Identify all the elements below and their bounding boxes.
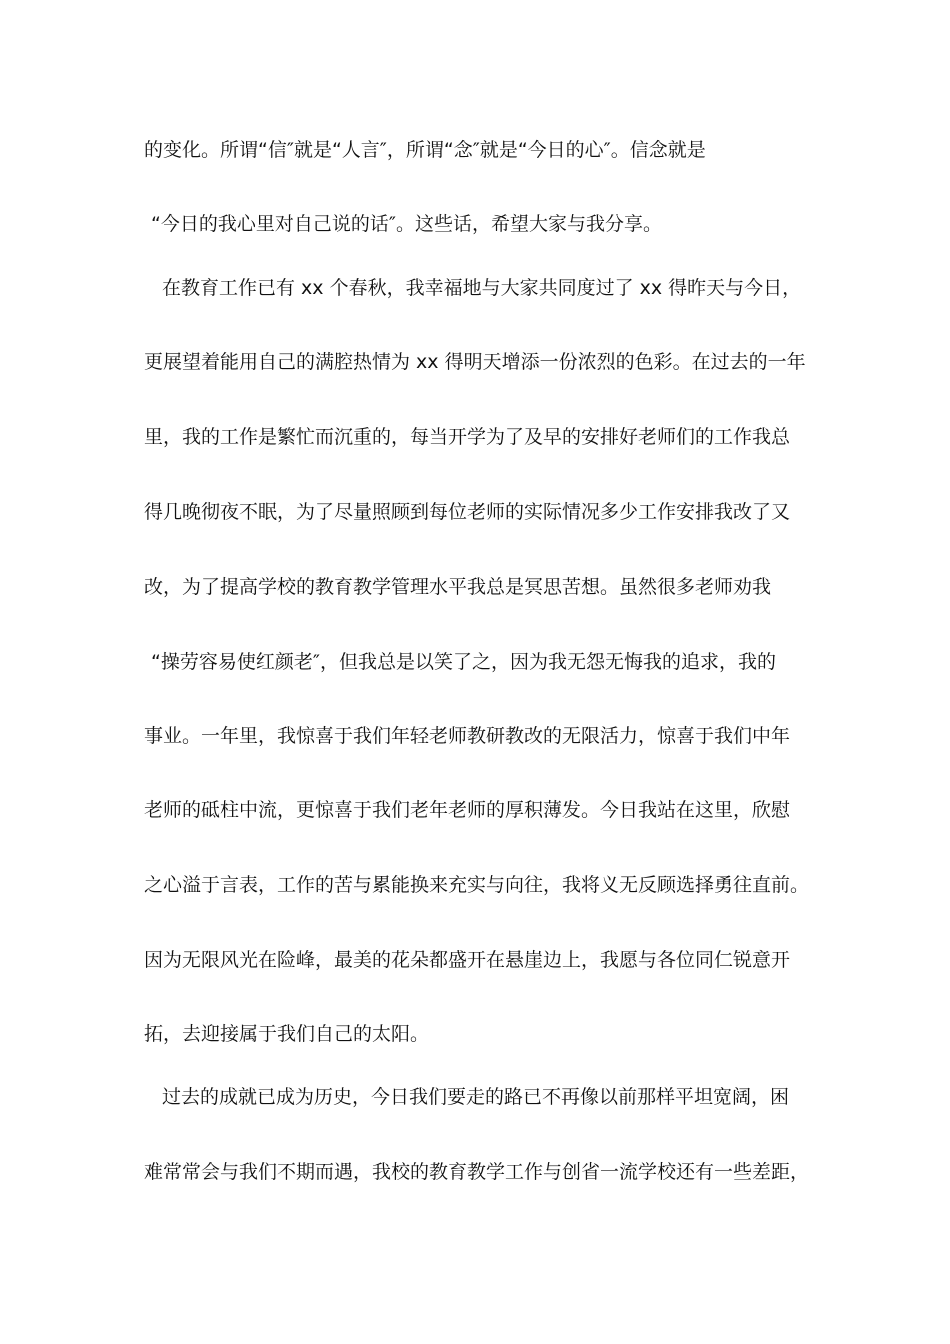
- text-line: 更展望着能用自己的满腔热情为 xx 得明天增添一份浓烈的色彩。在过去的一年: [144, 351, 806, 373]
- text-line: 难常常会与我们不期而遇，我校的教育教学工作与创省一流学校还有一些差距，: [144, 1161, 810, 1183]
- paragraph-first-line: 过去的成就已成为历史，今日我们要走的路已不再像以前那样平坦宽阔，困: [162, 1086, 790, 1108]
- text-line: “操劳容易使红颜老″，但我总是以笑了之，因为我无怨无悔我的追求，我的: [151, 651, 776, 673]
- text-line: 之心溢于言表，工作的苦与累能换来充实与向往，我将义无反顾选择勇往直前。: [144, 874, 810, 896]
- text-line: 得几晚彻夜不眠，为了尽量照顾到每位老师的实际情况多少工作安排我改了又: [144, 501, 791, 523]
- text-line: 事业。一年里，我惊喜于我们年轻老师教研教改的无限活力，惊喜于我们中年: [144, 725, 791, 747]
- text-line: “今日的我心里对自己说的话″。这些话，希望大家与我分享。: [151, 213, 662, 235]
- text-line: 拓，去迎接属于我们自己的太阳。: [144, 1023, 430, 1045]
- text-line: 老师的砥柱中流，更惊喜于我们老年老师的厚积薄发。今日我站在这里，欣慰: [144, 799, 791, 821]
- paragraph-first-line: 在教育工作已有 xx 个春秋，我幸福地与大家共同度过了 xx 得昨天与今日，: [162, 277, 802, 299]
- text-line: 改，为了提高学校的教育教学管理水平我总是冥思苦想。虽然很多老师劝我: [144, 576, 772, 598]
- text-line: 的变化。所谓“信″就是“人言″，所谓“念″就是“今日的心″。信念就是: [144, 139, 706, 161]
- text-line: 里，我的工作是繁忙而沉重的，每当开学为了及早的安排好老师们的工作我总: [144, 426, 791, 448]
- text-line: 因为无限风光在险峰，最美的花朵都盛开在悬崖边上，我愿与各位同仁锐意开: [144, 949, 791, 971]
